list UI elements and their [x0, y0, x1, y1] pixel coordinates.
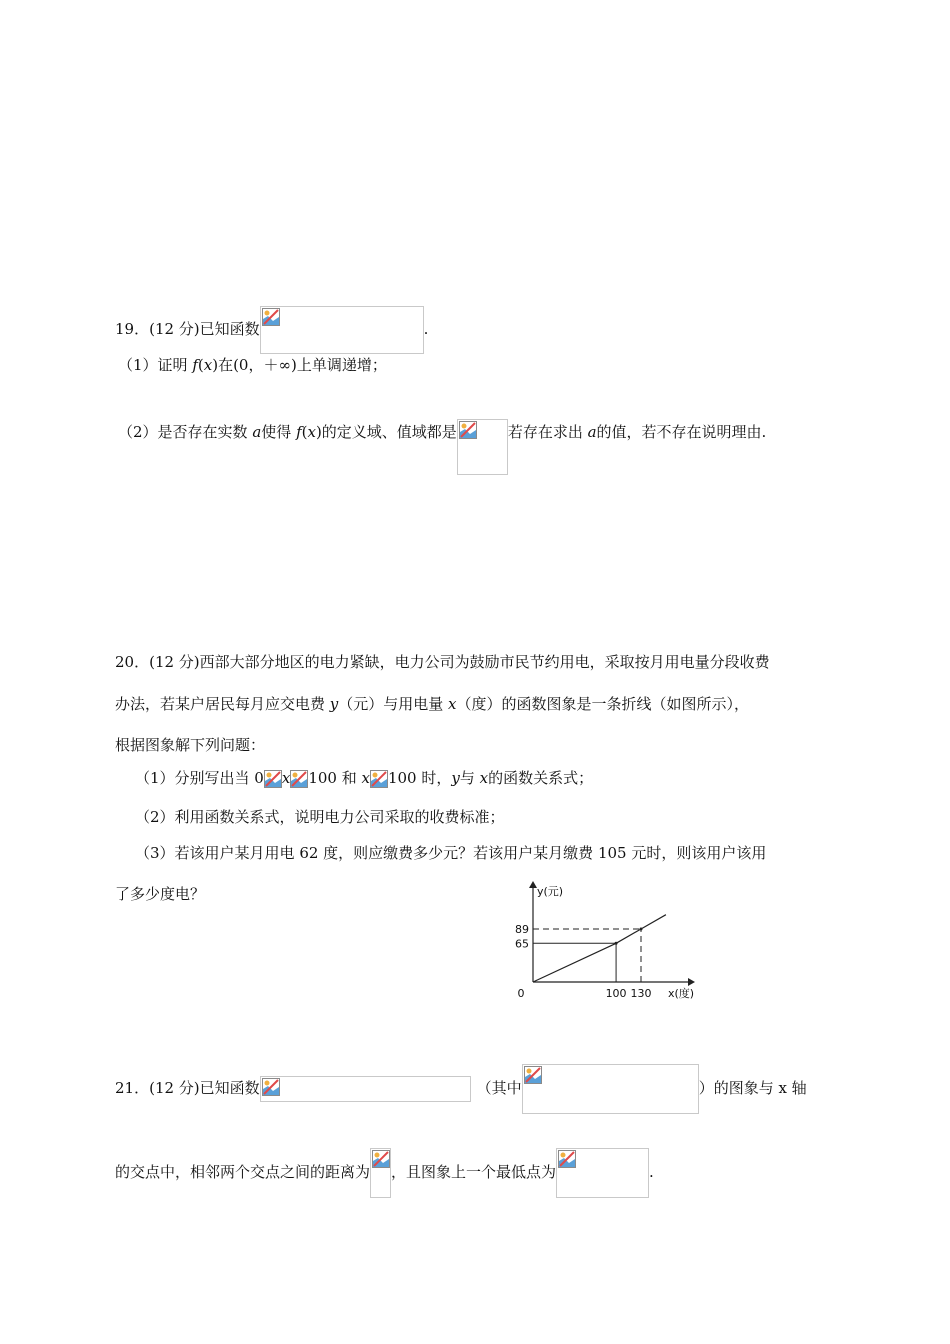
data-point — [615, 942, 618, 945]
x-tick-label: 130 — [630, 987, 652, 1000]
q19-number: 19． — [115, 320, 150, 338]
q20-line3: 根据图象解下列问题： — [115, 736, 266, 754]
broken-image-icon — [524, 1066, 542, 1084]
q20-part2: （2）利用函数关系式，说明电力公司采取的收费标准； — [135, 808, 505, 826]
broken-image-icon — [264, 770, 282, 788]
q20-part1: （1）分别写出当 0 x 100 和 x 100 时，y与 x的函数关系式； — [135, 769, 594, 787]
formula-image — [370, 1148, 391, 1198]
y-axis-arrow — [529, 881, 537, 888]
y-tick-label: 65 — [515, 937, 529, 951]
q20-part3: （3）若该用户某月用电 62 度，则应缴费多少元？若该用户某月缴费 105 元时，则该用户该用 — [135, 844, 767, 862]
broken-image-icon — [262, 1078, 280, 1096]
q21-line1: 21．(12 分)已知函数 （其中 ）的图象与 x 轴 — [115, 1064, 807, 1114]
series-line — [533, 915, 666, 982]
broken-image-icon — [558, 1150, 576, 1168]
origin-label: 0 — [517, 987, 525, 1000]
formula-image — [260, 306, 424, 354]
broken-image-icon — [459, 421, 477, 439]
formula-image — [522, 1064, 699, 1114]
q19-part2: （2）是否存在实数 a使得 f(x)的定义域、值域都是 若存在求出 a的值，若不存在说明理由. — [118, 405, 766, 461]
formula-image — [556, 1148, 649, 1198]
q19-points: (12 分) — [149, 320, 200, 338]
q20-number: 20． — [115, 653, 150, 671]
electricity-fee-chart — [500, 876, 710, 1008]
broken-image-icon — [290, 770, 308, 788]
q20-points: (12 分) — [149, 653, 200, 671]
y-tick-label: 89 — [515, 923, 529, 936]
x-tick-label: 100 — [605, 987, 627, 1000]
data-point — [640, 928, 643, 931]
broken-image-icon — [262, 308, 280, 326]
q21-points: (12 分) — [149, 1079, 200, 1097]
q21-line2: 的交点中，相邻两个交点之间的距离为 ，且图象上一个最低点为 . — [115, 1148, 654, 1198]
x-axis-label: x(度) — [668, 987, 695, 1000]
broken-image-icon — [370, 770, 388, 788]
q20-line1: 20．(12 分)西部大部分地区的电力紧缺，电力公司为鼓励市民节约用电，采取按月用电量分段收费 — [115, 653, 770, 671]
q19-line1: 19．(12 分)已知函数 . — [115, 306, 428, 354]
y-axis-label: y(元) — [537, 885, 564, 898]
broken-image-icon — [372, 1150, 390, 1168]
q19-part1: （1）证明 f(x)在(0，＋∞)上单调递增； — [118, 356, 387, 374]
x-axis-arrow — [688, 978, 695, 986]
q21-number: 21． — [115, 1079, 150, 1097]
q20-part3-cont: 了多少度电？ — [115, 885, 206, 903]
formula-image — [457, 419, 508, 475]
formula-image — [260, 1076, 471, 1102]
q20-line2: 办法，若某户居民每月应交电费 y（元）与用电量 x（度）的函数图象是一条折线（如图所示）， — [115, 695, 750, 713]
